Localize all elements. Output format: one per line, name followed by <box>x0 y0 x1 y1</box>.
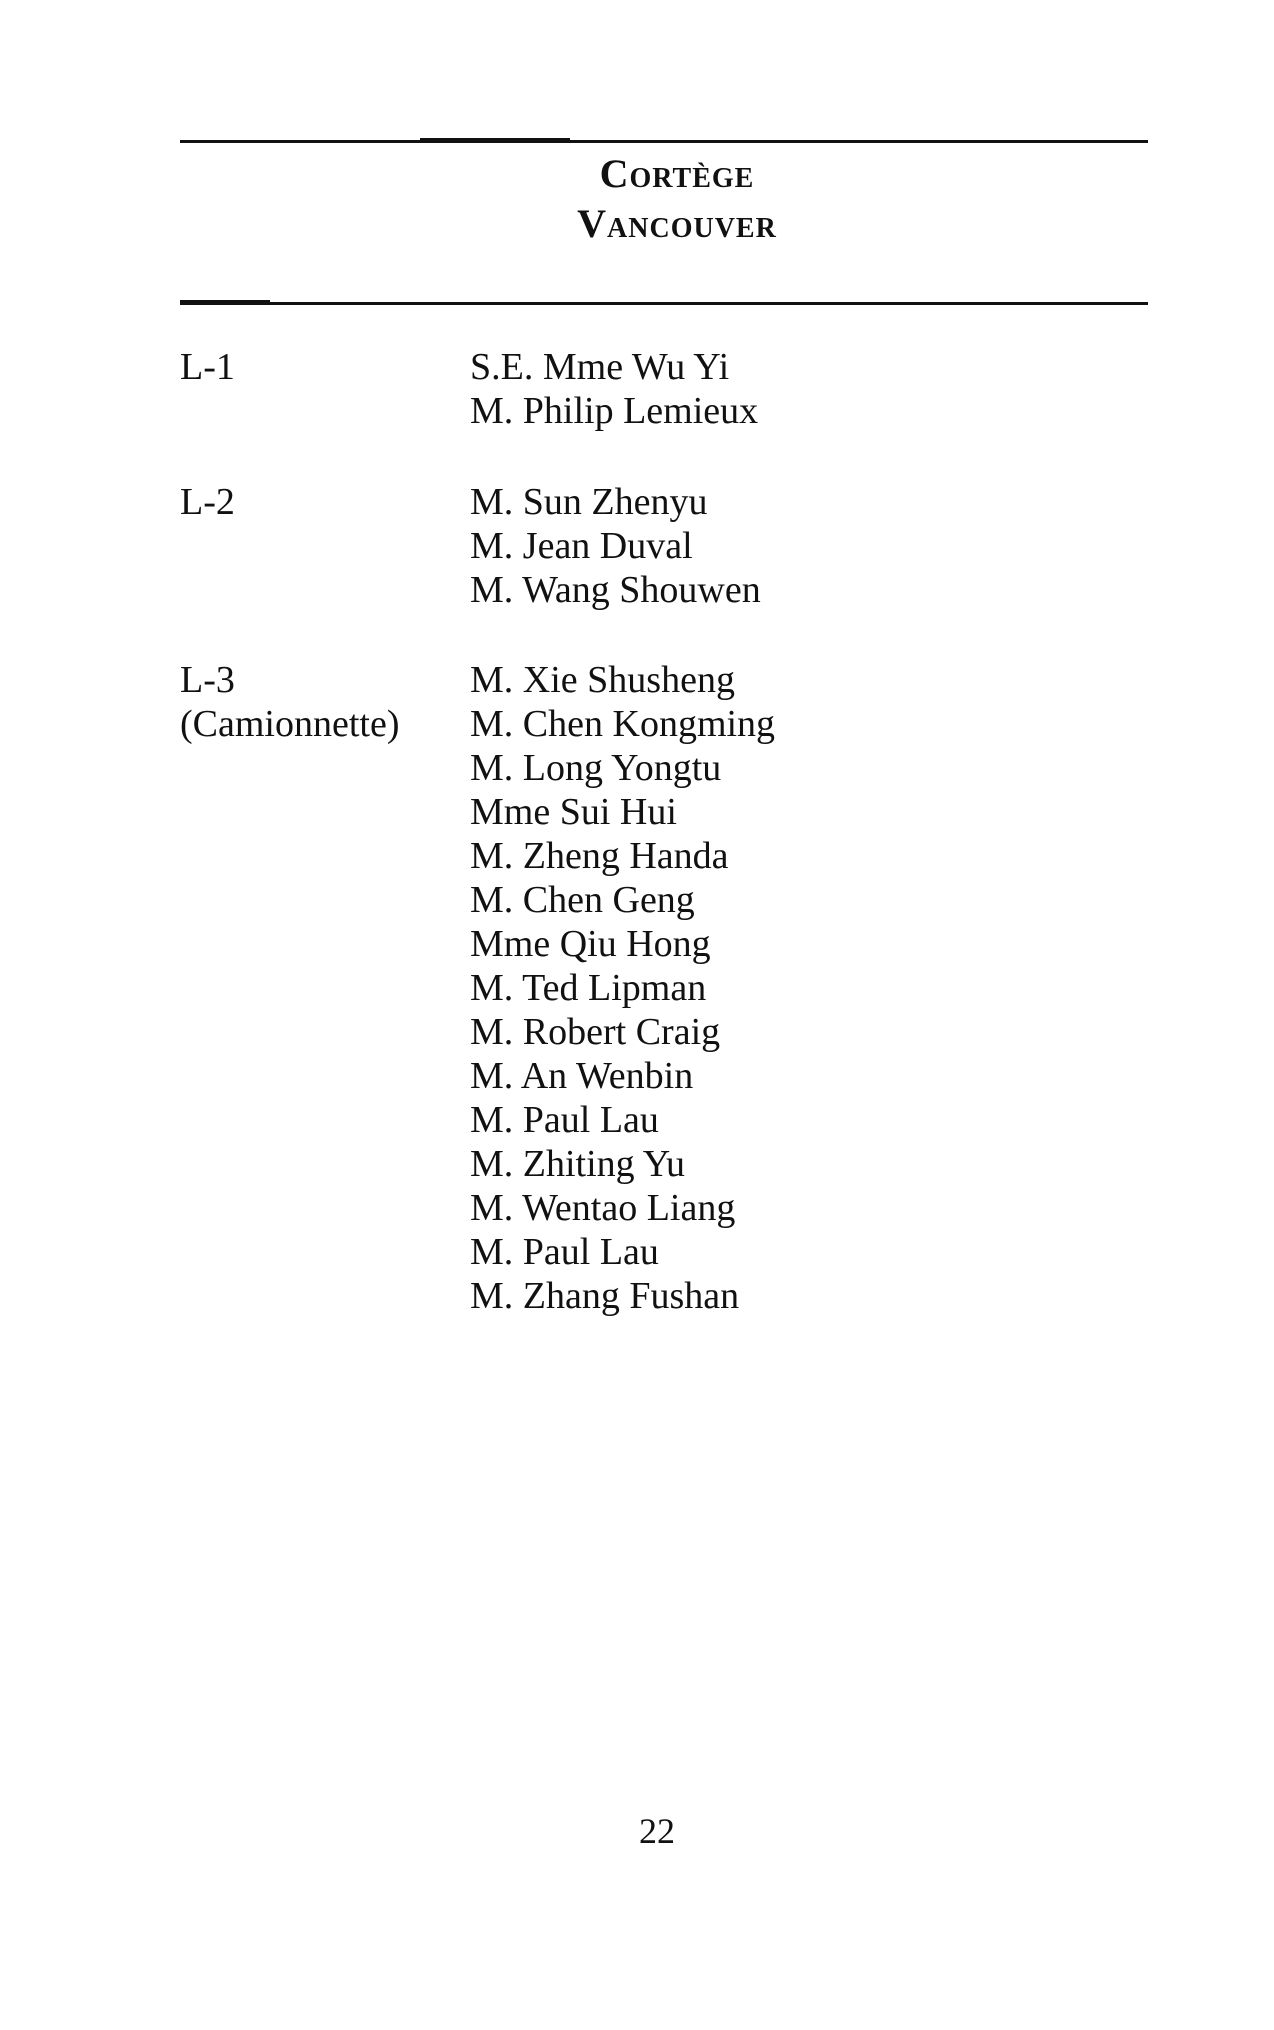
vehicle-code: L-1 <box>180 346 235 388</box>
page-number: 22 <box>639 1811 675 1851</box>
passenger-name: Mme Qiu Hong <box>470 923 711 965</box>
passenger-name: M. Philip Lemieux <box>470 390 759 432</box>
vehicle-code: L-2 <box>180 481 235 523</box>
passenger-name: M. Long Yongtu <box>470 747 722 789</box>
top-rule <box>180 140 1148 143</box>
passenger-name: M. Xie Shusheng <box>470 659 735 701</box>
passenger-list <box>470 480 761 612</box>
passenger-list <box>470 658 775 1318</box>
passenger-name: M. Ted Lipman <box>470 967 707 1009</box>
page-subtitle: Vancouver <box>577 201 777 246</box>
passenger-name: M. Wentao Liang <box>470 1187 736 1229</box>
passenger-name: M. An Wenbin <box>470 1055 694 1097</box>
passenger-name: M. Paul Lau <box>470 1099 659 1141</box>
vehicle-code: L-3 <box>180 659 235 701</box>
top-rule-accent <box>420 138 570 141</box>
passenger-name: S.E. Mme Wu Yi <box>470 346 730 388</box>
passenger-name: M. Sun Zhenyu <box>470 481 708 523</box>
passenger-name: M. Chen Geng <box>470 879 695 921</box>
passenger-list <box>470 345 758 433</box>
page-title: Cortège <box>599 151 755 196</box>
passenger-name: M. Jean Duval <box>470 525 693 567</box>
passenger-name: M. Zhang Fushan <box>470 1275 740 1317</box>
vehicle-label <box>180 345 470 389</box>
passenger-name: M. Zheng Handa <box>470 835 729 877</box>
passenger-name: M. Paul Lau <box>470 1231 659 1273</box>
passenger-name: M. Chen Kongming <box>470 703 776 745</box>
passenger-name: M. Zhiting Yu <box>470 1143 685 1185</box>
bottom-rule <box>180 302 1148 305</box>
vehicle-label <box>180 480 470 524</box>
passenger-name: M. Wang Shouwen <box>470 569 761 611</box>
bottom-rule-accent <box>180 300 270 304</box>
vehicle-type: (Camionnette) <box>180 703 400 745</box>
passenger-name: M. Robert Craig <box>470 1011 721 1053</box>
passenger-name: Mme Sui Hui <box>470 791 677 833</box>
vehicle-label <box>180 658 470 746</box>
